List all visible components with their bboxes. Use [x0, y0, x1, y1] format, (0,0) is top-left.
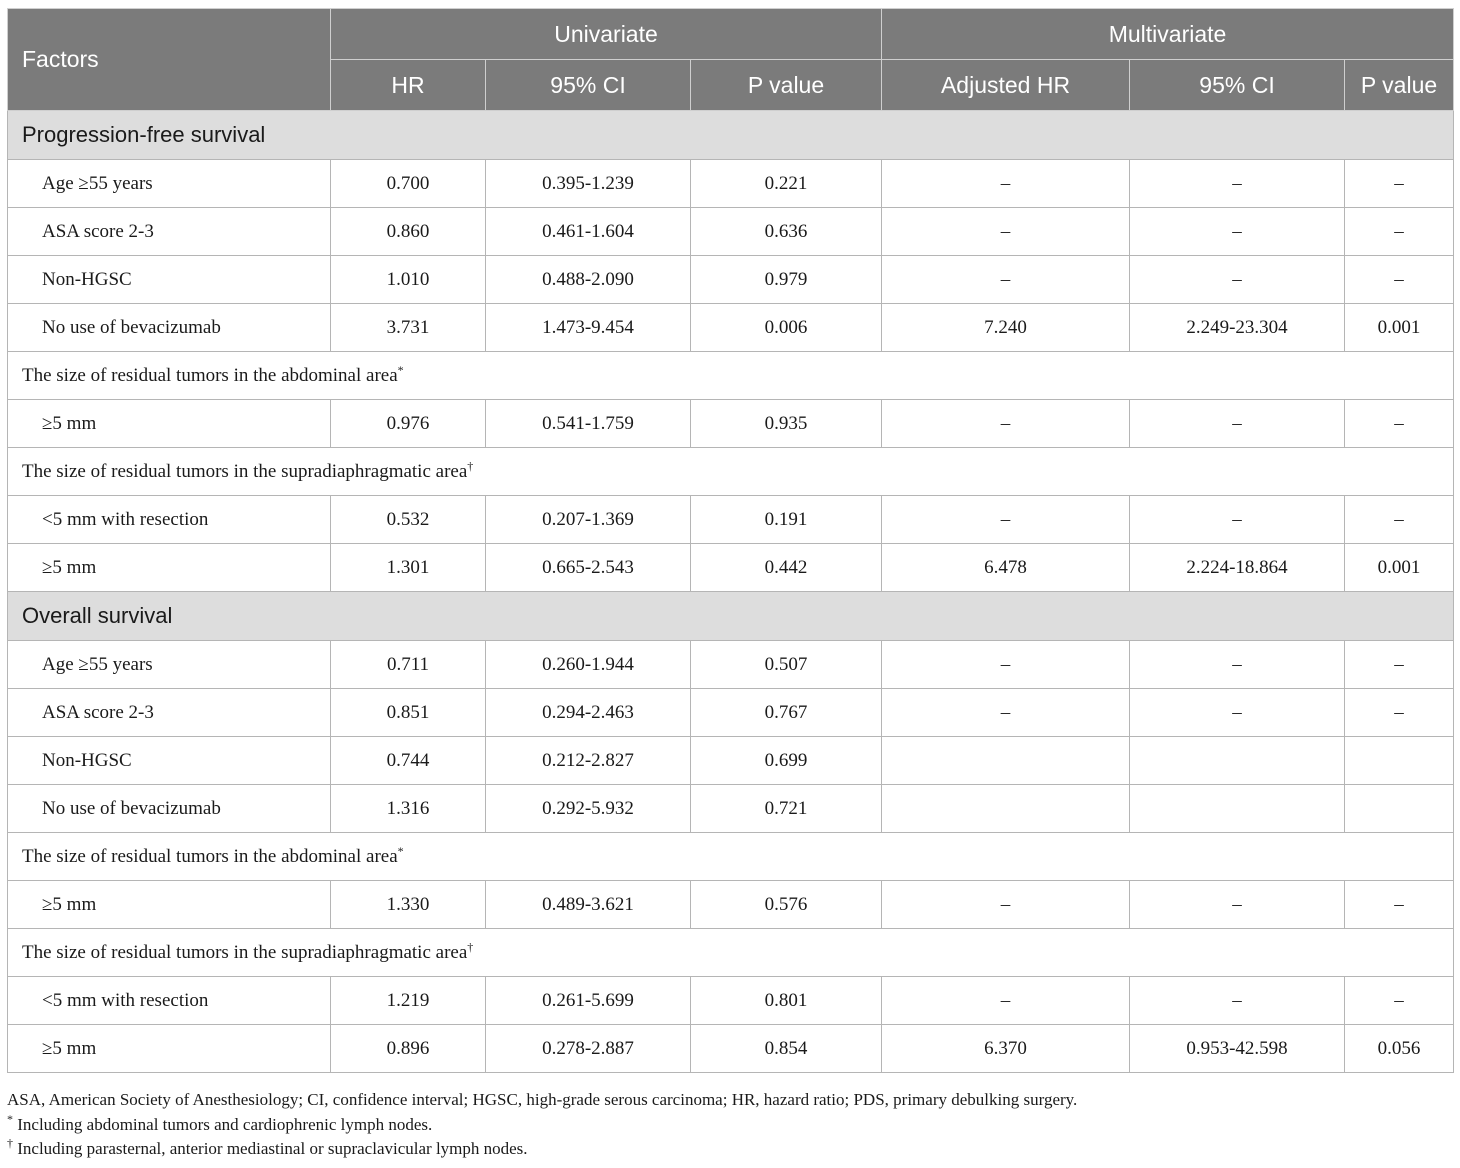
adjusted-hr-cell: –	[882, 496, 1130, 544]
hr-cell: 0.700	[331, 160, 486, 208]
adjusted-p-value-cell	[1345, 785, 1454, 833]
adjusted-ci-cell: –	[1130, 208, 1345, 256]
table-row	[8, 881, 1454, 929]
progression-free-survival-supradiaphragmatic-subheader-text: The size of residual tumors in the supradiaphragmatic area	[22, 460, 468, 482]
adjusted-ci-cell: –	[1130, 641, 1345, 689]
ci-cell: 0.212-2.827	[486, 737, 691, 785]
footnote-2-mark: †	[7, 1136, 13, 1150]
footnotes	[7, 1088, 1453, 1162]
hr-cell: 0.851	[331, 689, 486, 737]
adjusted-p-value-cell: –	[1345, 160, 1454, 208]
overall-survival-supradiaphragmatic-subheader-text: The size of residual tumors in the supradiaphragmatic area	[22, 941, 468, 963]
table-row	[8, 977, 1454, 1025]
adjusted-ci-cell: –	[1130, 977, 1345, 1025]
table-body	[8, 111, 1454, 1073]
hr-cell: 1.301	[331, 544, 486, 592]
table-row	[8, 208, 1454, 256]
results-table	[7, 8, 1454, 1073]
header-hr: HR	[331, 60, 486, 111]
factor-label: ≥5 mm	[8, 400, 331, 448]
progression-free-survival-abdominal-subheader	[8, 352, 1454, 400]
progression-free-survival-supradiaphragmatic-subheader	[8, 448, 1454, 496]
overall-survival-abdominal-subheader-footnote-mark: *	[397, 843, 404, 858]
progression-free-survival-supradiaphragmatic-subheader-title	[8, 448, 1454, 496]
adjusted-p-value-cell: 0.056	[1345, 1025, 1454, 1073]
p-value-cell: 0.767	[691, 689, 882, 737]
header-p-univariate: P value	[691, 60, 882, 111]
adjusted-ci-cell: –	[1130, 400, 1345, 448]
p-value-cell: 0.221	[691, 160, 882, 208]
factor-label: Non-HGSC	[8, 256, 331, 304]
footnote-1-mark: *	[7, 1111, 13, 1126]
hr-cell: 0.976	[331, 400, 486, 448]
adjusted-hr-cell: 6.370	[882, 1025, 1130, 1073]
footnote-2	[7, 1137, 1453, 1162]
overall-survival-section-title: Overall survival	[8, 592, 1454, 641]
ci-cell: 0.260-1.944	[486, 641, 691, 689]
table-header	[8, 9, 1454, 111]
adjusted-hr-cell: –	[882, 641, 1130, 689]
ci-cell: 0.207-1.369	[486, 496, 691, 544]
adjusted-ci-cell	[1130, 737, 1345, 785]
table-row	[8, 256, 1454, 304]
footnote-abbreviations: ASA, American Society of Anesthesiology; CI, confidence interval; HGSC, high-grade serous carcinoma; HR, hazard ratio; PDS, primary debulking surgery.	[7, 1090, 1078, 1109]
adjusted-hr-cell: –	[882, 881, 1130, 929]
header-factors: Factors	[8, 9, 331, 111]
progression-free-survival-abdominal-subheader-text: The size of residual tumors in the abdominal area	[22, 364, 398, 386]
header-p-multivariate: P value	[1345, 60, 1454, 111]
p-value-cell: 0.636	[691, 208, 882, 256]
p-value-cell: 0.006	[691, 304, 882, 352]
adjusted-p-value-cell: –	[1345, 208, 1454, 256]
factor-label: <5 mm with resection	[8, 496, 331, 544]
ci-cell: 0.294-2.463	[486, 689, 691, 737]
progression-free-survival-section-title: Progression-free survival	[8, 111, 1454, 160]
adjusted-hr-cell: –	[882, 977, 1130, 1025]
factor-label: Non-HGSC	[8, 737, 331, 785]
p-value-cell: 0.979	[691, 256, 882, 304]
ci-cell: 1.473-9.454	[486, 304, 691, 352]
progression-free-survival-abdominal-subheader-footnote-mark: *	[397, 362, 404, 377]
adjusted-hr-cell: –	[882, 256, 1130, 304]
footnote-1-text: Including abdominal tumors and cardiophrenic lymph nodes.	[13, 1114, 433, 1134]
factor-label: ≥5 mm	[8, 1025, 331, 1073]
overall-survival-section-header	[8, 592, 1454, 641]
progression-free-survival-abdominal-subheader-title	[8, 352, 1454, 400]
p-value-cell: 0.854	[691, 1025, 882, 1073]
adjusted-hr-cell: –	[882, 689, 1130, 737]
factor-label: ≥5 mm	[8, 544, 331, 592]
adjusted-p-value-cell: –	[1345, 496, 1454, 544]
header-adjusted-hr: Adjusted HR	[882, 60, 1130, 111]
hr-cell: 1.219	[331, 977, 486, 1025]
table-row	[8, 785, 1454, 833]
hr-cell: 0.744	[331, 737, 486, 785]
header-ci-univariate: 95% CI	[486, 60, 691, 111]
overall-survival-supradiaphragmatic-subheader-title	[8, 929, 1454, 977]
table-row	[8, 737, 1454, 785]
overall-survival-abdominal-subheader	[8, 833, 1454, 881]
hr-cell: 0.860	[331, 208, 486, 256]
overall-survival-abdominal-subheader-title	[8, 833, 1454, 881]
adjusted-p-value-cell: 0.001	[1345, 304, 1454, 352]
p-value-cell: 0.442	[691, 544, 882, 592]
hr-cell: 1.010	[331, 256, 486, 304]
ci-cell: 0.461-1.604	[486, 208, 691, 256]
p-value-cell: 0.935	[691, 400, 882, 448]
table-row	[8, 689, 1454, 737]
overall-survival-supradiaphragmatic-subheader	[8, 929, 1454, 977]
adjusted-ci-cell: –	[1130, 256, 1345, 304]
overall-survival-abdominal-subheader-text: The size of residual tumors in the abdominal area	[22, 845, 398, 867]
p-value-cell: 0.721	[691, 785, 882, 833]
adjusted-p-value-cell: –	[1345, 977, 1454, 1025]
overall-survival-supradiaphragmatic-subheader-footnote-mark: †	[467, 939, 474, 954]
factor-label: Age ≥55 years	[8, 641, 331, 689]
factor-label: No use of bevacizumab	[8, 785, 331, 833]
adjusted-ci-cell: –	[1130, 689, 1345, 737]
adjusted-ci-cell: –	[1130, 160, 1345, 208]
ci-cell: 0.261-5.699	[486, 977, 691, 1025]
adjusted-ci-cell: –	[1130, 496, 1345, 544]
adjusted-ci-cell: –	[1130, 881, 1345, 929]
factor-label: Age ≥55 years	[8, 160, 331, 208]
ci-cell: 0.488-2.090	[486, 256, 691, 304]
p-value-cell: 0.576	[691, 881, 882, 929]
factor-label: ASA score 2-3	[8, 689, 331, 737]
adjusted-p-value-cell: –	[1345, 641, 1454, 689]
adjusted-hr-cell: 6.478	[882, 544, 1130, 592]
adjusted-hr-cell: –	[882, 400, 1130, 448]
adjusted-hr-cell: –	[882, 160, 1130, 208]
ci-cell: 0.541-1.759	[486, 400, 691, 448]
adjusted-p-value-cell: 0.001	[1345, 544, 1454, 592]
adjusted-hr-cell: –	[882, 208, 1130, 256]
ci-cell: 0.278-2.887	[486, 1025, 691, 1073]
adjusted-ci-cell: 2.224-18.864	[1130, 544, 1345, 592]
table-row	[8, 641, 1454, 689]
adjusted-p-value-cell: –	[1345, 881, 1454, 929]
hr-cell: 0.896	[331, 1025, 486, 1073]
adjusted-ci-cell: 0.953-42.598	[1130, 1025, 1345, 1073]
adjusted-hr-cell	[882, 785, 1130, 833]
ci-cell: 0.489-3.621	[486, 881, 691, 929]
hr-cell: 3.731	[331, 304, 486, 352]
hr-cell: 1.316	[331, 785, 486, 833]
header-ci-multivariate: 95% CI	[1130, 60, 1345, 111]
header-multivariate: Multivariate	[882, 9, 1454, 60]
ci-cell: 0.665-2.543	[486, 544, 691, 592]
table-row	[8, 400, 1454, 448]
ci-cell: 0.292-5.932	[486, 785, 691, 833]
adjusted-p-value-cell	[1345, 737, 1454, 785]
adjusted-hr-cell	[882, 737, 1130, 785]
adjusted-p-value-cell: –	[1345, 400, 1454, 448]
table-row	[8, 1025, 1454, 1073]
ci-cell: 0.395-1.239	[486, 160, 691, 208]
footnote-1	[7, 1113, 1453, 1138]
adjusted-p-value-cell: –	[1345, 689, 1454, 737]
p-value-cell: 0.801	[691, 977, 882, 1025]
adjusted-hr-cell: 7.240	[882, 304, 1130, 352]
table-row	[8, 496, 1454, 544]
header-univariate: Univariate	[331, 9, 882, 60]
table-row	[8, 304, 1454, 352]
table-row	[8, 544, 1454, 592]
adjusted-p-value-cell: –	[1345, 256, 1454, 304]
progression-free-survival-supradiaphragmatic-subheader-footnote-mark: †	[467, 458, 474, 473]
p-value-cell: 0.699	[691, 737, 882, 785]
factor-label: ≥5 mm	[8, 881, 331, 929]
table-row	[8, 160, 1454, 208]
footnote-2-text: Including parasternal, anterior mediastinal or supraclavicular lymph nodes.	[13, 1139, 528, 1158]
p-value-cell: 0.191	[691, 496, 882, 544]
hr-cell: 0.532	[331, 496, 486, 544]
hr-cell: 0.711	[331, 641, 486, 689]
adjusted-ci-cell: 2.249-23.304	[1130, 304, 1345, 352]
progression-free-survival-section-header	[8, 111, 1454, 160]
factor-label: No use of bevacizumab	[8, 304, 331, 352]
hr-cell: 1.330	[331, 881, 486, 929]
adjusted-ci-cell	[1130, 785, 1345, 833]
factor-label: <5 mm with resection	[8, 977, 331, 1025]
factor-label: ASA score 2-3	[8, 208, 331, 256]
p-value-cell: 0.507	[691, 641, 882, 689]
